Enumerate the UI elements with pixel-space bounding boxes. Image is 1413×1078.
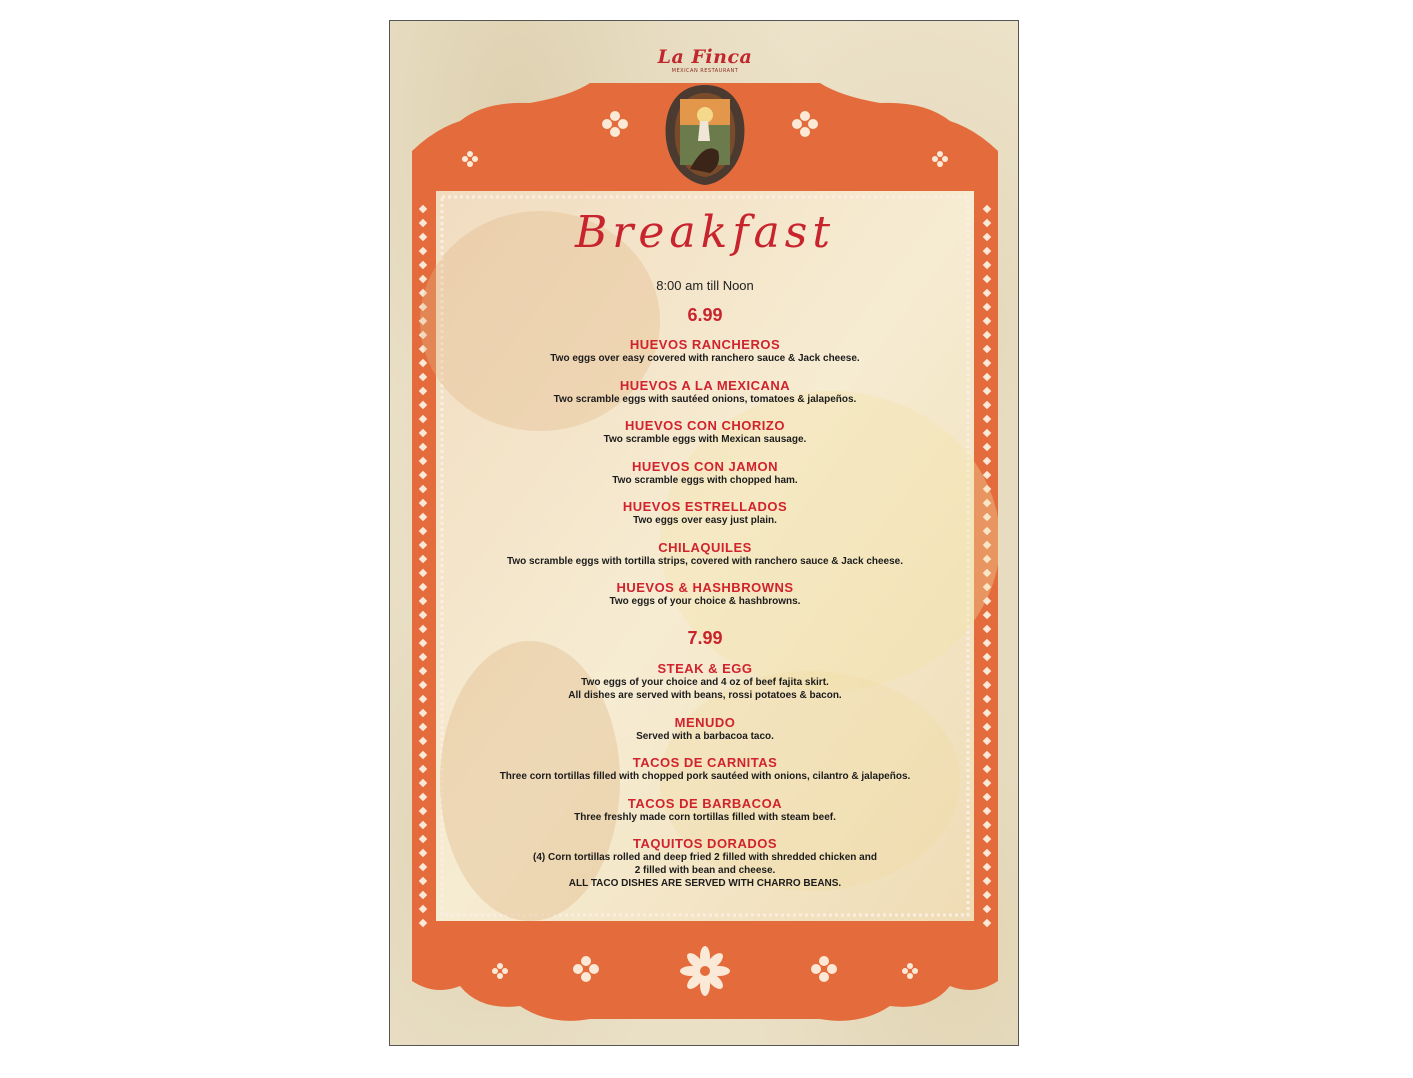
menu-item bbox=[390, 796, 1019, 824]
menu-item bbox=[390, 836, 1019, 890]
item-description: Two eggs over easy covered with ranchero sauce & Jack cheese. bbox=[550, 353, 860, 364]
item-description: Three freshly made corn tortillas filled with steam beef. bbox=[574, 812, 836, 823]
menu-item bbox=[390, 715, 1019, 743]
item-name: CHILAQUILES bbox=[658, 540, 752, 555]
item-name: TACOS DE BARBACOA bbox=[627, 796, 783, 811]
menu-title: Breakfast bbox=[574, 207, 836, 258]
item-description: Two scramble eggs with tortilla strips, covered with ranchero sauce & Jack cheese. bbox=[506, 556, 904, 567]
item-name: HUEVOS ESTRELLADOS bbox=[622, 499, 788, 514]
item-description: Two scramble eggs with Mexican sausage. bbox=[603, 434, 807, 445]
item-description: Two scramble eggs with sautéed onions, tomatoes & jalapeños. bbox=[553, 394, 857, 405]
item-description: Served with a barbacoa taco. bbox=[636, 731, 774, 742]
menu-item bbox=[390, 540, 1019, 568]
item-name: HUEVOS RANCHEROS bbox=[629, 337, 781, 352]
horseshoe-emblem-icon bbox=[660, 81, 750, 189]
menu-item bbox=[390, 337, 1019, 365]
logo-name: La Finca bbox=[657, 46, 753, 68]
price-heading: 6.99 bbox=[687, 305, 723, 325]
menu-item bbox=[390, 755, 1019, 783]
item-name: TACOS DE CARNITAS bbox=[632, 755, 778, 770]
item-description: Two scramble eggs with chopped ham. bbox=[612, 475, 798, 486]
item-name: HUEVOS & HASHBROWNS bbox=[616, 580, 794, 595]
item-description: ALL TACO DISHES ARE SERVED WITH CHARRO BEANS. bbox=[568, 878, 842, 889]
logo-tagline: MEXICAN RESTAURANT bbox=[671, 68, 739, 74]
menu-item bbox=[390, 499, 1019, 527]
item-name: STEAK & EGG bbox=[657, 661, 753, 676]
item-description: Two eggs of your choice and 4 oz of beef fajita skirt. bbox=[581, 677, 829, 688]
item-description: 2 filled with bean and cheese. bbox=[634, 865, 776, 876]
item-description: Two eggs of your choice & hashbrowns. bbox=[609, 596, 801, 607]
menu-item bbox=[390, 378, 1019, 406]
menu-item bbox=[390, 418, 1019, 446]
item-description: Three corn tortillas filled with chopped pork sautéed with onions, cilantro & jalapeños. bbox=[499, 771, 911, 782]
item-name: TAQUITOS DORADOS bbox=[632, 836, 778, 851]
item-name: HUEVOS A LA MEXICANA bbox=[619, 378, 791, 393]
menu-item bbox=[390, 459, 1019, 487]
item-name: HUEVOS CON JAMON bbox=[632, 459, 778, 474]
service-hours: 8:00 am till Noon bbox=[656, 278, 754, 293]
item-name: MENUDO bbox=[674, 715, 736, 730]
menu-item bbox=[390, 580, 1019, 608]
item-description: All dishes are served with beans, rossi potatoes & bacon. bbox=[568, 690, 842, 701]
item-description: Two eggs over easy just plain. bbox=[633, 515, 777, 526]
restaurant-logo bbox=[650, 47, 760, 74]
item-description: (4) Corn tortillas rolled and deep fried 2 filled with shredded chicken and bbox=[533, 852, 877, 863]
menu-item bbox=[390, 661, 1019, 702]
menu-card bbox=[389, 20, 1019, 1046]
item-name: HUEVOS CON CHORIZO bbox=[625, 418, 785, 433]
price-heading: 7.99 bbox=[687, 628, 723, 648]
